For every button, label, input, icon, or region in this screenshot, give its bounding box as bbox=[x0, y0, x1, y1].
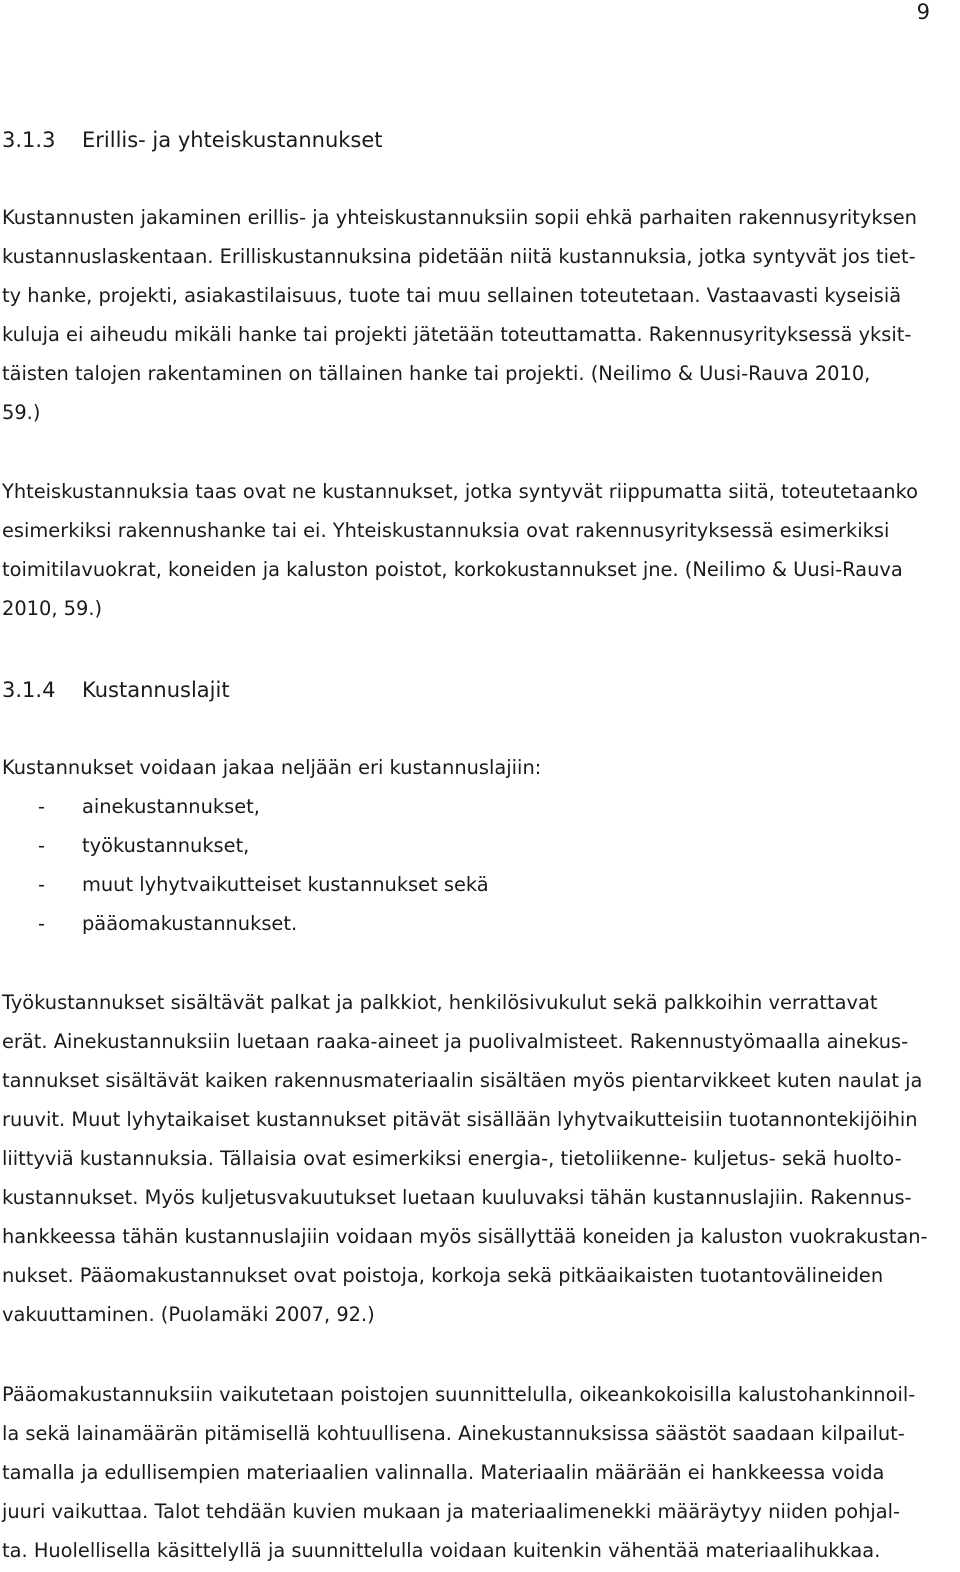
text-line: vakuuttaminen. (Puolamäki 2007, 92.) bbox=[2, 1303, 375, 1326]
text-line: 59.) bbox=[2, 401, 41, 424]
list-item: - ainekustannukset, bbox=[38, 795, 260, 818]
list-item: - pääomakustannukset. bbox=[38, 912, 298, 935]
section-title: Kustannuslajit bbox=[82, 678, 230, 702]
list-item-label: työkustannukset, bbox=[82, 834, 250, 857]
text-line: täisten talojen rakentaminen on tällainen hanke tai projekti. (Neilimo & Uusi-Rauva 2010, bbox=[2, 362, 871, 385]
section-number: 3.1.4 bbox=[2, 678, 56, 702]
text-line: Yhteiskustannuksia taas ovat ne kustannukset, jotka syntyvät riippumatta siitä, toteutetaanko bbox=[2, 480, 918, 503]
page-number: 9 bbox=[916, 0, 930, 24]
text-line: tamalla ja edullisempien materiaalien valinnalla. Materiaalin määrään ei hankkeessa voida bbox=[2, 1461, 885, 1484]
section-heading-3-1-3 bbox=[2, 128, 383, 152]
list-item-label: ainekustannukset, bbox=[82, 795, 260, 818]
text-line: la sekä lainamäärän pitämisellä kohtuullisena. Ainekustannuksissa säästöt saadaan kilpailut- bbox=[2, 1422, 905, 1445]
text-line: kuluja ei aiheudu mikäli hanke tai projekti jätetään toteuttamatta. Rakennusyrityksessä yksit- bbox=[2, 323, 912, 346]
text-line: ta. Huolellisella käsittelyllä ja suunnittelulla voidaan kuitenkin vähentää materiaalihukkaa. bbox=[2, 1539, 881, 1562]
list-item: - työkustannukset, bbox=[38, 834, 250, 857]
text-line: Pääomakustannuksiin vaikutetaan poistojen suunnittelulla, oikeankokoisilla kalustohankinnoil- bbox=[2, 1383, 916, 1406]
list-item-label: muut lyhytvaikutteiset kustannukset sekä bbox=[82, 873, 489, 896]
section-number: 3.1.3 bbox=[2, 128, 56, 152]
text-line: ruuvit. Muut lyhytaikaiset kustannukset pitävät sisällään lyhytvaikutteisiin tuotannontekijöihin bbox=[2, 1108, 918, 1131]
text-line: nukset. Pääomakustannukset ovat poistoja, korkoja sekä pitkäaikaisten tuotantovälineiden bbox=[2, 1264, 884, 1287]
text-line: kustannuslaskentaan. Erilliskustannuksina pidetään niitä kustannuksia, jotka syntyvät jos tiet- bbox=[2, 245, 916, 268]
list-item-label: pääomakustannukset. bbox=[82, 912, 298, 935]
list-item: - muut lyhytvaikutteiset kustannukset sekä bbox=[38, 873, 489, 896]
text-line: hankkeessa tähän kustannuslajiin voidaan myös sisällyttää koneiden ja kaluston vuokrakustan- bbox=[2, 1225, 928, 1248]
section-title: Erillis- ja yhteiskustannukset bbox=[82, 128, 383, 152]
text-line: esimerkiksi rakennushanke tai ei. Yhteiskustannuksia ovat rakennusyrityksessä esimerkiksi bbox=[2, 519, 890, 542]
text-line: 2010, 59.) bbox=[2, 597, 103, 620]
text-line: Kustannusten jakaminen erillis- ja yhteiskustannuksiin sopii ehkä parhaiten rakennusyrityksen bbox=[2, 206, 917, 229]
text-line: liittyviä kustannuksia. Tällaisia ovat esimerkiksi energia-, tietoliikenne- kuljetus- sekä huolto- bbox=[2, 1147, 902, 1170]
list-intro: Kustannukset voidaan jakaa neljään eri kustannuslajiin: bbox=[2, 756, 542, 779]
text-line: kustannukset. Myös kuljetusvakuutukset luetaan kuuluvaksi tähän kustannuslajiin. Rakennus- bbox=[2, 1186, 912, 1209]
text-line: tannukset sisältävät kaiken rakennusmateriaalin sisältäen myös pientarvikkeet kuten naulat ja bbox=[2, 1069, 923, 1092]
text-line: toimitilavuokrat, koneiden ja kaluston poistot, korkokustannukset jne. (Neilimo & Uusi-Rauva bbox=[2, 558, 903, 581]
text-line: erät. Ainekustannuksiin luetaan raaka-aineet ja puolivalmisteet. Rakennustyömaalla ainekus- bbox=[2, 1030, 909, 1053]
text-line: juuri vaikuttaa. Talot tehdään kuvien mukaan ja materiaalimenekki määräytyy niiden pohjal- bbox=[2, 1500, 901, 1523]
text-line: ty hanke, projekti, asiakastilaisuus, tuote tai muu sellainen toteutetaan. Vastaavasti kyseisiä bbox=[2, 284, 902, 307]
text-line: Työkustannukset sisältävät palkat ja palkkiot, henkilösivukulut sekä palkkoihin verrattavat bbox=[2, 991, 878, 1014]
section-heading-3-1-4 bbox=[2, 678, 230, 702]
